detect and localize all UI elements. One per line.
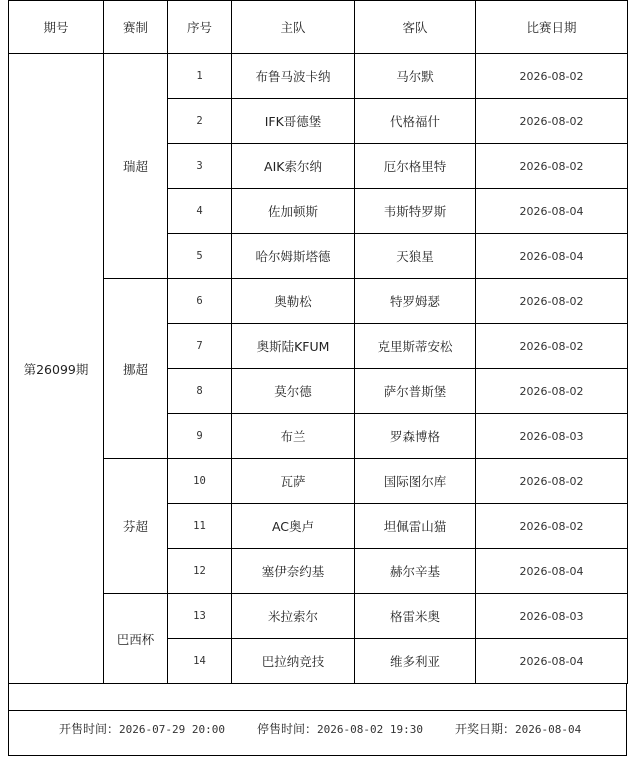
match-no: 14 [168,639,232,684]
home-team: 塞伊奈约基 [232,549,355,594]
away-team: 厄尔格里特 [355,144,476,189]
match-no: 3 [168,144,232,189]
home-team: 奥勒松 [232,279,355,324]
match-date: 2026-08-02 [476,279,628,324]
league-cell: 瑞超 [104,54,168,279]
sale-stop [257,720,423,737]
away-team: 代格福什 [355,99,476,144]
match-date: 2026-08-04 [476,234,628,279]
sale-stop-value: 2026-08-02 19:30 [317,723,423,736]
match-no: 4 [168,189,232,234]
schedule-table [8,0,628,684]
away-team: 克里斯蒂安松 [355,324,476,369]
home-team: 佐加顿斯 [232,189,355,234]
away-team: 赫尔辛基 [355,549,476,594]
home-team: IFK哥德堡 [232,99,355,144]
league-cell: 芬超 [104,459,168,594]
sale-start [59,720,225,737]
match-no: 7 [168,324,232,369]
table-row [9,54,628,99]
away-team: 维多利亚 [355,639,476,684]
away-team: 特罗姆瑟 [355,279,476,324]
away-team: 罗森博格 [355,414,476,459]
away-team: 坦佩雷山猫 [355,504,476,549]
home-team: 米拉索尔 [232,594,355,639]
home-team: AIK索尔纳 [232,144,355,189]
away-team: 国际图尔库 [355,459,476,504]
match-date: 2026-08-02 [476,369,628,414]
match-date: 2026-08-03 [476,414,628,459]
match-no: 11 [168,504,232,549]
away-team: 马尔默 [355,54,476,99]
league-cell: 巴西杯 [104,594,168,684]
sale-start-label: 开售时间： [59,722,120,736]
match-date: 2026-08-04 [476,549,628,594]
match-date: 2026-08-02 [476,324,628,369]
match-date: 2026-08-02 [476,99,628,144]
home-team: 瓦萨 [232,459,355,504]
match-no: 1 [168,54,232,99]
blank-row [8,683,627,711]
match-no: 13 [168,594,232,639]
header-period: 期号 [9,1,104,54]
header-no: 序号 [168,1,232,54]
match-date: 2026-08-02 [476,459,628,504]
header-league: 赛制 [104,1,168,54]
period-cell: 第26099期 [9,54,104,684]
header-home: 主队 [232,1,355,54]
match-date: 2026-08-02 [476,504,628,549]
home-team: 莫尔德 [232,369,355,414]
match-date: 2026-08-03 [476,594,628,639]
league-cell: 挪超 [104,279,168,459]
header-date: 比赛日期 [476,1,628,54]
home-team: AC奥卢 [232,504,355,549]
match-date: 2026-08-02 [476,144,628,189]
match-date: 2026-08-02 [476,54,628,99]
match-no: 8 [168,369,232,414]
away-team: 格雷米奥 [355,594,476,639]
away-team: 萨尔普斯堡 [355,369,476,414]
sale-start-value: 2026-07-29 20:00 [119,723,225,736]
match-no: 6 [168,279,232,324]
away-team: 韦斯特罗斯 [355,189,476,234]
match-date: 2026-08-04 [476,189,628,234]
sale-stop-label: 停售时间： [257,722,318,736]
match-no: 12 [168,549,232,594]
draw-date [455,720,581,737]
home-team: 哈尔姆斯塔德 [232,234,355,279]
home-team: 巴拉纳竞技 [232,639,355,684]
header-away: 客队 [355,1,476,54]
match-date: 2026-08-04 [476,639,628,684]
sale-info-footer [8,710,627,756]
draw-date-value: 2026-08-04 [515,723,582,736]
match-no: 10 [168,459,232,504]
home-team: 布鲁马波卡纳 [232,54,355,99]
draw-date-label: 开奖日期： [455,722,516,736]
match-no: 5 [168,234,232,279]
match-no: 9 [168,414,232,459]
header-row [9,1,628,54]
home-team: 布兰 [232,414,355,459]
match-no: 2 [168,99,232,144]
away-team: 天狼星 [355,234,476,279]
home-team: 奥斯陆KFUM [232,324,355,369]
